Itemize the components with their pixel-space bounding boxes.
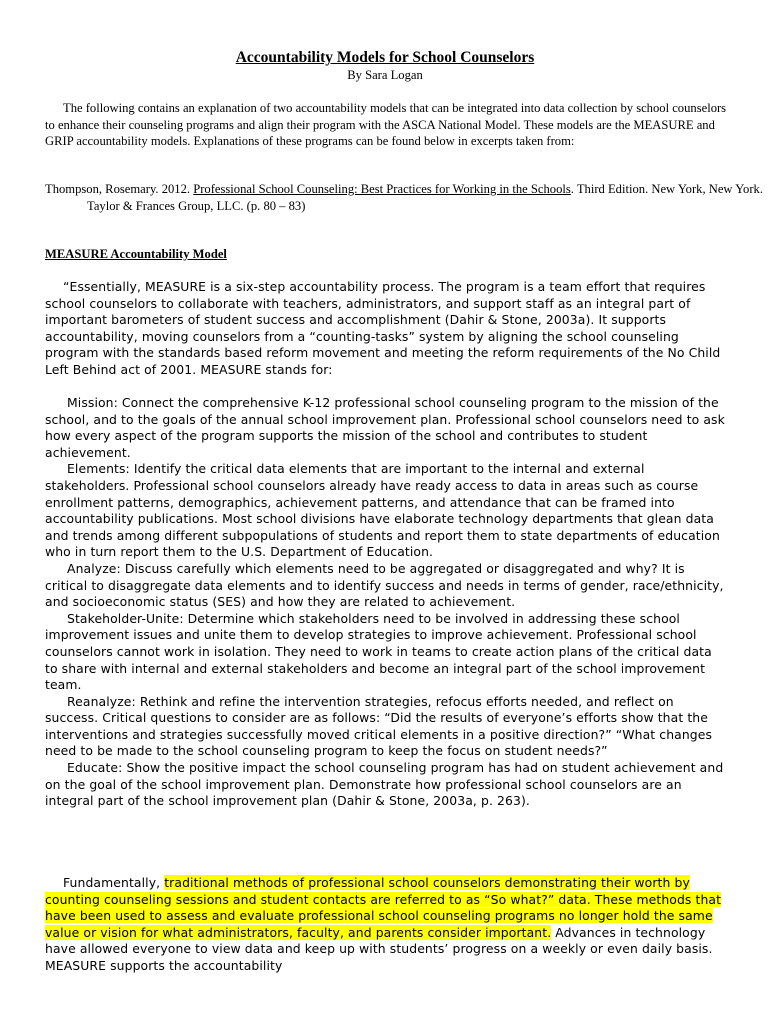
citation-suffix: . Third Edition. New York, New York. Taylor & Frances Group, LLC. (p. 80 – 83) [87,182,763,213]
fundamentally-paragraph [45,875,727,975]
citation-prefix: Thompson, Rosemary. 2012. [45,182,194,196]
final-lead: Fundamentally, [63,875,165,890]
step-mission: Mission: Connect the comprehensive K-12 professional school counseling program to the mission of the school, and to the goals of the annual school improvement plan. Professional school counselors need to ask how every aspect of the program supports the mission of the school and contributes to student achievement. [45,395,725,460]
document-title: Accountability Models for School Counselors [235,49,535,66]
measure-steps [45,395,727,810]
final-rest: Advances in technology have allowed everyone to view data and keep up with students’ progress on a weekly or even daily basis. MEASURE supports the accountability [45,924,713,973]
author-line: By Sara Logan [347,68,423,82]
step-reanalyze: Reanalyze: Rethink and refine the intervention strategies, refocus efforts needed, and reflect on success. Critical questions to consider are as follows: “Did the results of everyone’s efforts show that the interventions and strategies successfully moved critical elements in a positive direction?” “What changes need to be made to the school counseling program to keep the focus on student needs?” [45,693,713,759]
step-stakeholder-unite: Stakeholder-Unite: Determine which stakeholders need to be involved in addressing these school improvement issues and unite them to develop strategies to improve achievement. Professional school counselors cannot work in isolation. They need to work in teams to create action plans of the critical data to share with internal and external stakeholders and become an integral part of the school improvement team. [45,610,712,693]
citation [45,181,769,214]
step-educate: Educate: Show the positive impact the school counseling program has had on student achievement and on the goal of the school improvement plan. Demonstrate how professional school counselors are an integral part of the school improvement plan (Dahir & Stone, 2003a, p. 263). [45,760,724,809]
step-analyze: Analyze: Discuss carefully which elements need to be aggregated or disaggregated and why? It is critical to disaggregate data elements and to identify success and needs in terms of gender, race/ethnicity, and socioeconomic status (SES) and how they are related to achievement. [45,560,724,610]
measure-heading: MEASURE Accountability Model [45,247,227,261]
quote-paragraph: “Essentially, MEASURE is a six-step accountability process. The program is a team effort that requires school counselors to collaborate with teachers, administrators, and support staff as an integral part of important barometers of student success and accomplishment (Dahir & Stone, 2003a). It supports accountability, moving counselors from a “counting-tasks” system by aligning the school counseling program with the standards based reform movement and meeting the reform requirements of the No Child Left Behind act of 2001. MEASURE stands for: [45,279,721,377]
highlighted-text: traditional methods of professional school counselors demonstrating their worth by counting counseling sessions and student contacts are referred to as “So what?” data. These methods that have been used to assess and evaluate professional school counseling programs no longer hold the same value or vision for what administrators, faculty, and parents consider important. [45,875,722,940]
citation-book-title: Professional School Counseling: Best Practices for Working in the Schools [193,182,571,196]
step-elements: Elements: Identify the critical data elements that are important to the internal and external stakeholders. Professional school counselors already have ready access to data in areas such as course enrollment patterns, demographics, achievement patterns, and attendance that can be framed into accountability publications. Most school divisions have elaborate technology departments that glean data and trends among different subpopulations of students and report them to state departments of education who in turn report them to the U.S. Department of Education. [45,461,720,560]
intro-paragraph: The following contains an explanation of two accountability models that can be integrated into data collection by school counselors to enhance their counseling programs and align their program with the ASCA National Model. These models are the MEASURE and GRIP accountability models. Explanations of these programs can be found below in excerpts taken from: [45,101,727,148]
